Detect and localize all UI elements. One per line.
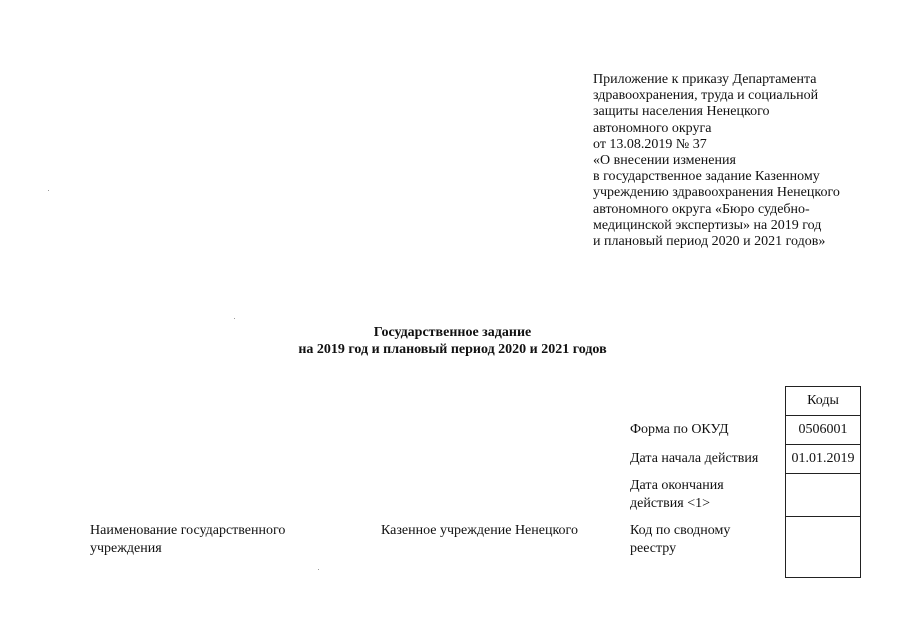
registry-code-value (786, 517, 860, 577)
institution-label-line1: Наименование государственного (90, 523, 286, 538)
codes-table (785, 386, 861, 578)
title-line-1: Государственное задание (373, 325, 532, 340)
start-date-value: 01.01.2019 (786, 445, 860, 474)
appendix-line: Приложение к приказу Департамента (593, 72, 817, 87)
codes-header: Коды (786, 387, 860, 416)
appendix-line: и плановый период 2020 и 2021 годов» (593, 234, 826, 250)
institution-name: Казенное учреждение Ненецкого (381, 523, 578, 538)
appendix-line: здравоохранения, труда и социальной (593, 88, 819, 104)
appendix-line: автономного округа (593, 120, 712, 136)
scan-speck (318, 569, 319, 570)
document-title (0, 324, 905, 358)
appendix-line: в государственное задание Казенному (593, 169, 820, 185)
appendix-line: учреждению здравоохранения Ненецкого (593, 185, 840, 201)
registry-label-line1: Код по сводному (630, 523, 731, 538)
scan-speck (234, 318, 235, 319)
title-line-2: на 2019 год и плановый период 2020 и 2021 годов (298, 342, 607, 357)
okud-label: Форма по ОКУД (630, 422, 729, 437)
registry-label-line2: реестру (630, 541, 677, 556)
appendix-line: медицинской экспертизы» на 2019 год (593, 217, 822, 233)
institution-label-line2: учреждения (90, 541, 162, 556)
scan-speck (48, 190, 49, 191)
appendix-block (593, 72, 883, 250)
start-date-label: Дата начала действия (630, 451, 759, 466)
institution-label (90, 522, 285, 558)
end-date-label (630, 477, 724, 513)
appendix-line: автономного округа «Бюро судебно- (593, 201, 810, 217)
end-date-value (786, 474, 860, 517)
end-date-label-line1: Дата окончания (630, 478, 724, 493)
appendix-line: «О внесении изменения (593, 153, 736, 169)
okud-value: 0506001 (786, 416, 860, 445)
appendix-line: защиты населения Ненецкого (593, 104, 770, 120)
registry-code-label (630, 522, 730, 558)
end-date-label-line2: действия <1> (630, 496, 710, 511)
appendix-line: от 13.08.2019 № 37 (593, 136, 707, 152)
